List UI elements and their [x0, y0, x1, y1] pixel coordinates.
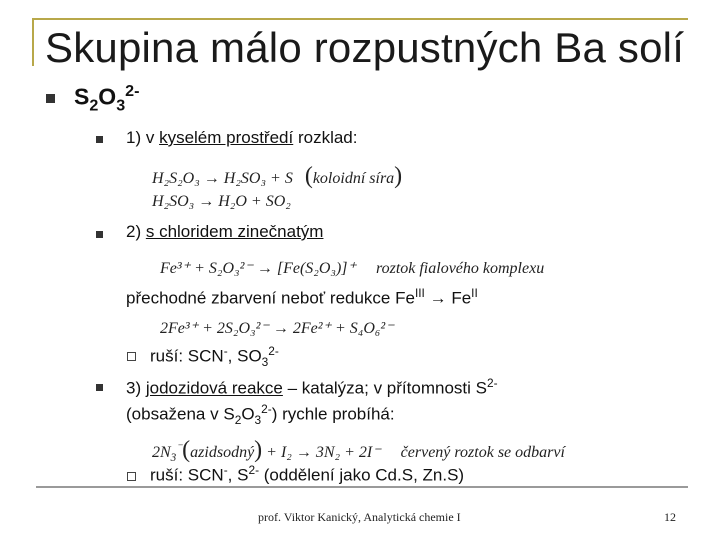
equation-3: Fe³⁺ + S₂O₃²⁻ → [Fe(S₂O₃)]⁺ roztok fialového komplexu: [160, 260, 545, 277]
sub-bullet-icon: [127, 352, 136, 361]
footer-rule: [36, 486, 688, 488]
item-acid-decomposition: 1) v kyselém prostředí rozklad:: [126, 128, 358, 147]
title-top-rule: [32, 18, 688, 20]
equation-2: H₂SO₃ → H₂O + SO₂: [152, 193, 291, 210]
interference-2: ruší: SCN-, $S^{2-}$ (oddělení jako Cd.S, Zn.S): [150, 463, 465, 485]
item-iodine-azide-line2: (obsažena v $S_2O_3^{2-}$) rychle probíhá:: [126, 402, 395, 428]
bullet-icon: [96, 231, 103, 238]
title-left-rule: [32, 18, 34, 66]
bullet-icon: [96, 136, 103, 143]
item-zinc-chloride: 2) s chloridem zinečnatým: [126, 222, 324, 241]
ion-heading: $S_2O_3^{2-}$: [74, 82, 140, 115]
equation-4: 2Fe³⁺ + 2S₂O₃²⁻ → 2Fe²⁺ + S₄O₆²⁻: [160, 320, 394, 337]
interference-1: ruší: SCN-, $SO_3^{2-}$: [150, 344, 279, 370]
transition-note: přechodné zbarvení neboť redukce $Fe^{III} \to Fe^{II}$: [126, 286, 478, 308]
equation-5: $2N_3^{^-}(azidsodný) + I_2 \to 3N_2 + 2I^-$ červený roztok se odbarví: [152, 437, 565, 465]
footer-author: prof. Viktor Kanický, Analytická chemie I: [258, 510, 461, 524]
equation-1: H₂S₂O₃ → H₂SO₃ + S (koloidní síra): [152, 163, 403, 189]
sub-bullet-icon: [127, 472, 136, 481]
page-title: Skupina málo rozpustných Ba solí: [45, 24, 685, 71]
page-number: 12: [664, 510, 676, 524]
item-iodine-azide: 3) jodozidová reakce – katalýza; v přítomnosti $S^{2-}$: [126, 376, 498, 398]
bullet-icon: [96, 384, 103, 391]
bullet-icon: [46, 94, 55, 103]
